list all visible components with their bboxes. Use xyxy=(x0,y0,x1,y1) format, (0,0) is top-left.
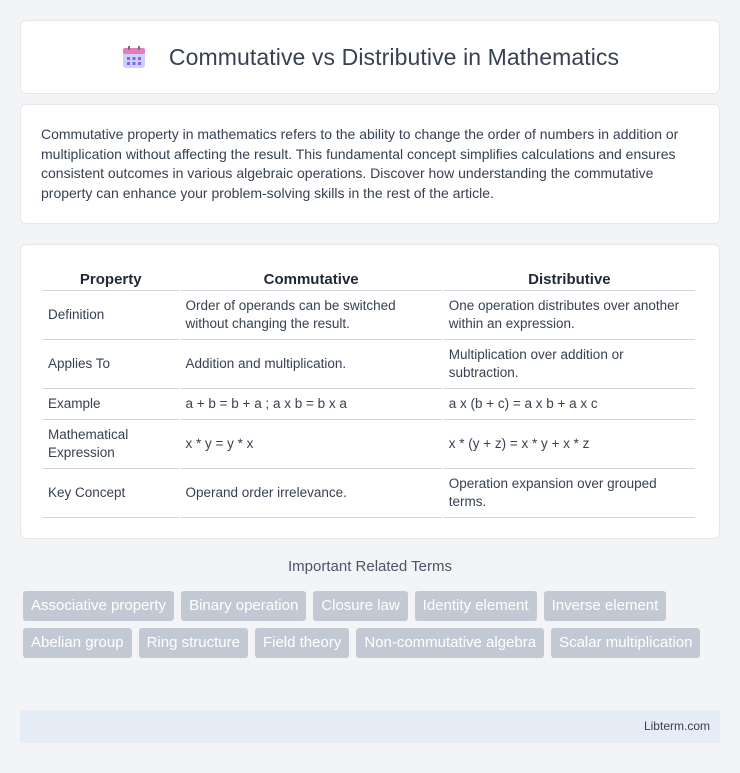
table-row xyxy=(43,340,695,389)
calendar-grid-icon xyxy=(121,44,147,70)
tag-non-commutative-algebra[interactable]: Non-commutative algebra xyxy=(356,628,544,658)
comparison-table xyxy=(41,265,697,518)
footer xyxy=(20,710,720,743)
table-row xyxy=(43,389,695,420)
row-label: Mathematical Expression xyxy=(43,420,179,469)
tag-closure-law[interactable]: Closure law xyxy=(313,591,407,621)
tag-identity-element[interactable]: Identity element xyxy=(415,591,537,621)
intro-text: Commutative property in mathematics refers to the ability to change the order of numbers in addition or multiplication without affecting the result. This fundamental concept simplifies calculations and ensures consistent outcomes in various algebraic operations. Discover how understanding the commutative property can enhance your problem-solving skills in the rest of the article. xyxy=(41,126,679,201)
table-row xyxy=(43,420,695,469)
row-label: Definition xyxy=(43,291,179,340)
commutative-cell: a + b = b + a ; a x b = b x a xyxy=(181,389,442,420)
distributive-cell: One operation distributes over another within an expression. xyxy=(444,291,695,340)
distributive-cell: Operation expansion over grouped terms. xyxy=(444,469,695,518)
commutative-cell: Order of operands can be switched without changing the result. xyxy=(181,291,442,340)
related-terms-list xyxy=(23,591,713,658)
distributive-cell: a x (b + c) = a x b + a x c xyxy=(444,389,695,420)
footer-site-link[interactable]: Libterm.com xyxy=(643,719,710,733)
tag-associative-property[interactable]: Associative property xyxy=(23,591,174,621)
tag-inverse-element[interactable]: Inverse element xyxy=(544,591,667,621)
tag-abelian-group[interactable]: Abelian group xyxy=(23,628,132,658)
commutative-cell: x * y = y * x xyxy=(181,420,442,469)
tag-ring-structure[interactable]: Ring structure xyxy=(139,628,248,658)
commutative-cell: Operand order irrelevance. xyxy=(181,469,442,518)
row-label: Key Concept xyxy=(43,469,179,518)
row-label: Example xyxy=(43,389,179,420)
tag-scalar-multiplication[interactable]: Scalar multiplication xyxy=(551,628,700,658)
distributive-cell: Multiplication over addition or subtraction. xyxy=(444,340,695,389)
header-commutative: Commutative xyxy=(181,265,442,291)
table-row xyxy=(43,469,695,518)
tag-field-theory[interactable]: Field theory xyxy=(255,628,349,658)
comparison-table-card xyxy=(20,244,720,539)
table-row xyxy=(43,291,695,340)
header-property: Property xyxy=(43,265,179,291)
related-terms-title: Important Related Terms xyxy=(288,558,452,575)
distributive-cell: x * (y + z) = x * y + x * z xyxy=(444,420,695,469)
table-header-row xyxy=(43,265,695,291)
page-title: Commutative vs Distributive in Mathematics xyxy=(168,43,620,70)
tag-binary-operation[interactable]: Binary operation xyxy=(181,591,306,621)
intro-card xyxy=(20,104,720,224)
row-label: Applies To xyxy=(43,340,179,389)
header-card xyxy=(20,20,720,94)
header-distributive: Distributive xyxy=(444,265,695,291)
commutative-cell: Addition and multiplication. xyxy=(181,340,442,389)
